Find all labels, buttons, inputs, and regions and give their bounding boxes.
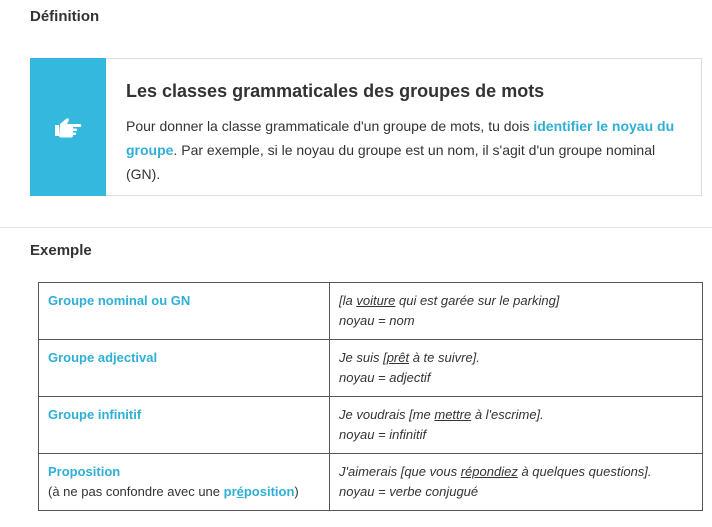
example-cell — [330, 340, 703, 397]
table-row — [39, 454, 703, 511]
noyau-line: noyau = verbe conjugué — [339, 484, 479, 499]
identifier-noyau-link[interactable]: identifier le noyau du groupe — [126, 118, 675, 158]
group-note: (à ne pas confondre avec une préposition) — [48, 484, 299, 499]
example-cell — [330, 397, 703, 454]
noyau-line: noyau = nom — [339, 313, 415, 328]
group-name-link[interactable]: Groupe adjectival — [48, 350, 158, 365]
group-cell — [39, 454, 330, 511]
example-sentence: Je voudrais [me mettre à l'escrime]. — [339, 407, 544, 422]
group-cell — [39, 340, 330, 397]
callout-paragraph — [126, 114, 681, 186]
noyau-word: voiture — [356, 293, 396, 308]
section-divider — [0, 227, 712, 228]
noyau-line: noyau = infinitif — [339, 427, 427, 442]
table-row — [39, 283, 703, 340]
example-cell — [330, 283, 703, 340]
group-name-link[interactable]: Groupe nominal ou GN — [48, 293, 191, 308]
callout-text-before: Pour donner la classe grammaticale d'un groupe de mots, tu dois — [126, 118, 534, 134]
example-heading: Exemple — [30, 242, 92, 259]
noyau-line: noyau = adjectif — [339, 370, 431, 385]
example-sentence: Je suis [prêt à te suivre]. — [339, 350, 480, 365]
noyau-word: répondiez — [460, 464, 518, 479]
table-row — [39, 397, 703, 454]
example-cell — [330, 454, 703, 511]
noyau-word: mettre — [434, 407, 472, 422]
group-cell — [39, 283, 330, 340]
preposition-link[interactable]: préposition — [223, 484, 295, 499]
noyau-word: prêt — [386, 350, 410, 365]
table-row — [39, 340, 703, 397]
examples-table — [38, 282, 703, 511]
group-cell — [39, 397, 330, 454]
group-name-link[interactable]: Proposition — [48, 464, 121, 479]
example-sentence: J'aimerais [que vous répondiez à quelques questions]. — [339, 464, 652, 479]
example-sentence: [la voiture qui est garée sur le parking] — [339, 293, 560, 308]
definition-callout — [30, 58, 702, 196]
definition-heading: Définition — [30, 8, 100, 25]
callout-title: Les classes grammaticales des groupes de mots — [126, 81, 545, 101]
callout-icon-panel — [30, 58, 106, 196]
pointing-hand-icon — [53, 116, 83, 138]
callout-text-after: . Par exemple, si le noyau du groupe est un nom, il s'agit d'un groupe nominal (GN). — [126, 142, 656, 182]
group-name-link[interactable]: Groupe infinitif — [48, 407, 142, 422]
